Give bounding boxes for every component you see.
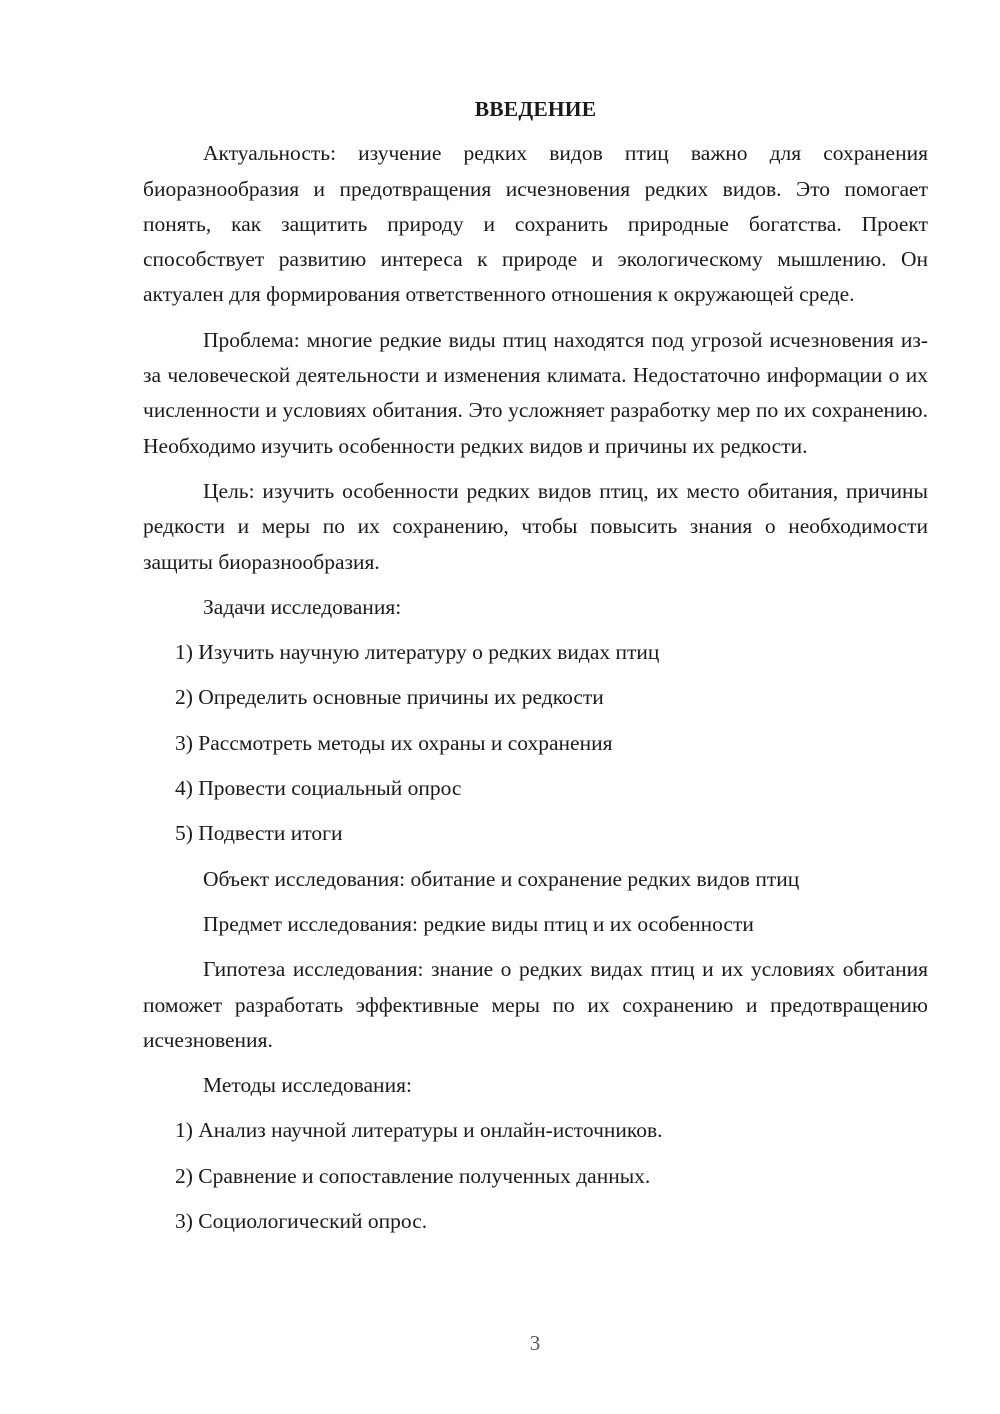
- list-item: 1) Анализ научной литературы и онлайн-источников.: [175, 1118, 663, 1143]
- goal-paragraph: Цель: изучить особенности редких видов птиц, их место обитания, причины редкости и меры по их сохранению, чтобы повысить знания о необходимости защиты биоразнообразия.: [143, 478, 928, 574]
- list-item: 2) Определить основные причины их редкости: [175, 685, 604, 710]
- page-content: [143, 92, 928, 1249]
- list-item: 3) Рассмотреть методы их охраны и сохранения: [175, 730, 613, 755]
- list-item: 3) Социологический опрос.: [175, 1209, 428, 1234]
- tasks-heading: Задачи исследования:: [203, 594, 402, 619]
- object-line: Объект исследования: обитание и сохранение редких видов птиц: [203, 866, 800, 891]
- subject-line: Предмет исследования: редкие виды птиц и их особенности: [203, 911, 754, 936]
- list-item: 1) Изучить научную литературу о редких видах птиц: [175, 640, 660, 665]
- list-item: 2) Сравнение и сопоставление полученных данных.: [175, 1163, 651, 1188]
- page-number: 3: [529, 1331, 541, 1355]
- hypothesis-paragraph: Гипотеза исследования: знание о редких видах птиц и их условиях обитания поможет разработать эффективные меры по их сохранению и предотвращению исчезновения.: [143, 957, 928, 1052]
- relevance-paragraph: Актуальность: изучение редких видов птиц важно для сохранения биоразнообразия и предотвращения исчезновения редких видов. Это помогает понять, как защитить природу и сохранить природные богатства. Проект способствует развитию интереса к природе и экологическому мышлению. Он актуален для формирования ответственного отношения к окружающей среде.: [143, 141, 928, 307]
- tasks-list: [143, 635, 928, 851]
- list-item: 5) Подвести итоги: [175, 821, 343, 846]
- page-title: ВВЕДЕНИЕ: [474, 97, 597, 121]
- methods-list: [143, 1113, 928, 1239]
- list-item: 4) Провести социальный опрос: [175, 776, 462, 801]
- problem-paragraph: Проблема: многие редкие виды птиц находятся под угрозой исчезновения из-за человеческой деятельности и изменения климата. Недостаточно информации о их численности и условиях обитания. Это усложняет разработку мер по их сохранению. Необходимо изучить особенности редких видов и причины их редкости.: [143, 327, 928, 458]
- methods-heading: Методы исследования:: [203, 1073, 412, 1098]
